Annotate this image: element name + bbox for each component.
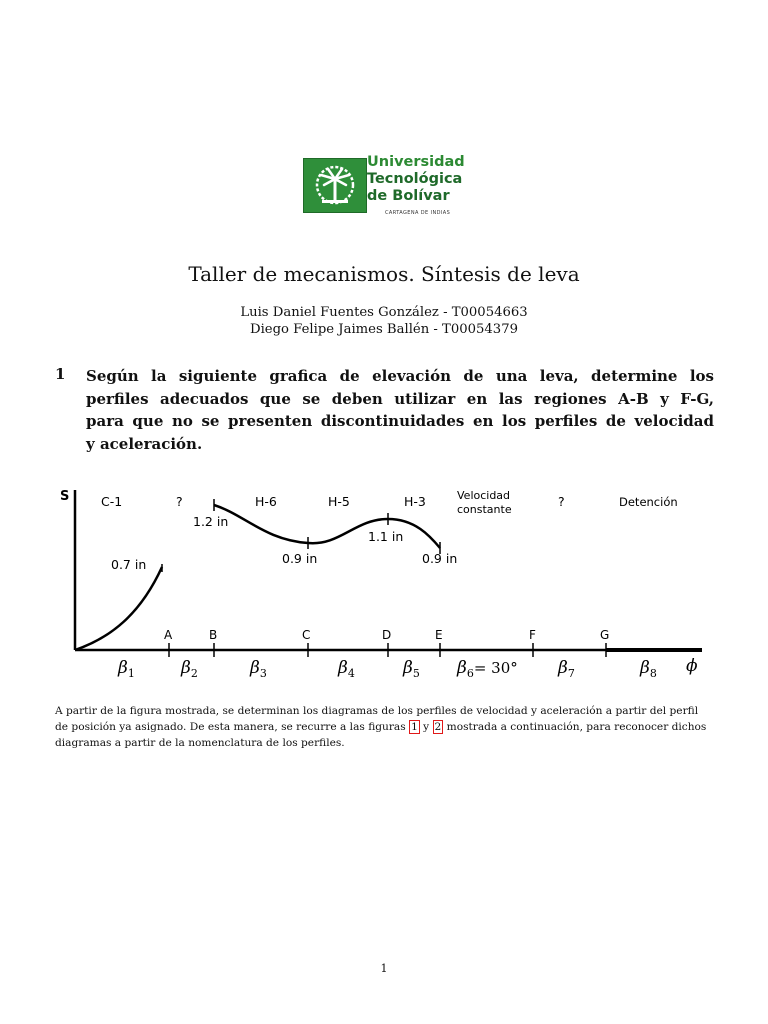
author-2: Diego Felipe Jaimes Ballén - T00054379 <box>250 322 518 337</box>
point-label-c: C <box>302 628 311 642</box>
document-title: Taller de mecanismos. Síntesis de leva <box>188 262 580 286</box>
paragraph-text: de posición ya asignado. De esta manera, se recurre a las figuras <box>55 721 410 733</box>
university-logo <box>303 154 463 220</box>
point-label-g: G <box>600 628 610 642</box>
authors <box>0 304 768 338</box>
rise-curve-c1 <box>75 567 162 650</box>
value-label: 0.7 in <box>111 557 147 572</box>
segment-label-unknown-2: ? <box>558 494 565 509</box>
logo-text-line1: Universidad <box>367 154 465 170</box>
page-number: 1 <box>380 962 388 975</box>
question-line: Según la siguiente grafica de elevación de una leva, determine los <box>86 367 714 385</box>
point-label-b: B <box>209 628 218 642</box>
beta-6: $\beta_6= 30^\circ$ <box>457 658 518 680</box>
value-label: 1.1 in <box>368 529 404 544</box>
segment-label-constant-velocity-1: Velocidad <box>457 489 511 502</box>
point-label-a: A <box>164 628 173 642</box>
beta-labels <box>117 658 657 680</box>
segment-label-h3: H-3 <box>404 494 426 509</box>
segment-label-h6: H-6 <box>255 494 277 509</box>
beta-1: $\beta_1$ <box>118 658 135 680</box>
harmonic-curve <box>214 505 440 548</box>
paragraph-line: A partir de la figura mostrada, se determinan los diagramas de los perfiles de velocidad y aceleración a partir del perfil <box>55 705 699 717</box>
segment-label-constant-velocity-2: constante <box>457 503 512 516</box>
question-line: para que no se presenten discontinuidades en los perfiles de velocidad <box>86 412 714 430</box>
x-axis-label-phi: ϕ <box>686 656 698 676</box>
cam-displacement-figure <box>0 470 768 680</box>
beta-7: $\beta_7$ <box>558 658 575 680</box>
body-paragraph <box>55 703 713 751</box>
value-label: 0.9 in <box>282 551 318 566</box>
question-text <box>86 365 714 455</box>
question-line: y aceleración. <box>86 434 203 453</box>
beta-2: $\beta_2$ <box>181 658 198 680</box>
point-label-e: E <box>435 628 443 642</box>
beta-5: $\beta_5$ <box>403 658 420 680</box>
value-label: 1.2 in <box>193 514 229 529</box>
paragraph-line: diagramas a partir de la nomenclatura de los perfiles. <box>55 737 345 749</box>
segment-label-unknown-1: ? <box>176 494 183 509</box>
paragraph-text: y <box>419 721 433 733</box>
point-label-d: D <box>382 628 392 642</box>
paragraph-text: mostrada a continuación, para reconocer dichos <box>443 721 707 733</box>
question-line: perfiles adecuados que se deben utilizar en las regiones A-B y F-G, <box>86 389 714 408</box>
beta-3: $\beta_3$ <box>250 658 267 680</box>
segment-label-h5: H-5 <box>328 494 350 509</box>
beta-8: $\beta_8$ <box>640 658 657 680</box>
question-number: 1 <box>55 365 66 383</box>
beta-4: $\beta_4$ <box>338 658 355 680</box>
point-label-f: F <box>529 628 536 642</box>
palm-tree-icon <box>303 158 367 213</box>
value-label: 0.9 in <box>422 551 458 566</box>
logo-text-line3: de Bolívar <box>367 188 450 204</box>
author-1: Luis Daniel Fuentes González - T00054663 <box>240 305 528 320</box>
y-axis-label: S <box>60 489 70 504</box>
logo-text-line2: Tecnológica <box>367 171 463 187</box>
logo-subtitle: CARTAGENA DE INDIAS <box>385 210 451 216</box>
figure-ref-link-2[interactable]: 2 <box>434 721 442 733</box>
segment-label-c1: C-1 <box>101 494 123 509</box>
figure-ref-link-1[interactable]: 1 <box>411 721 418 733</box>
paragraph-line <box>55 719 713 735</box>
segment-label-dwell: Detención <box>619 495 678 509</box>
